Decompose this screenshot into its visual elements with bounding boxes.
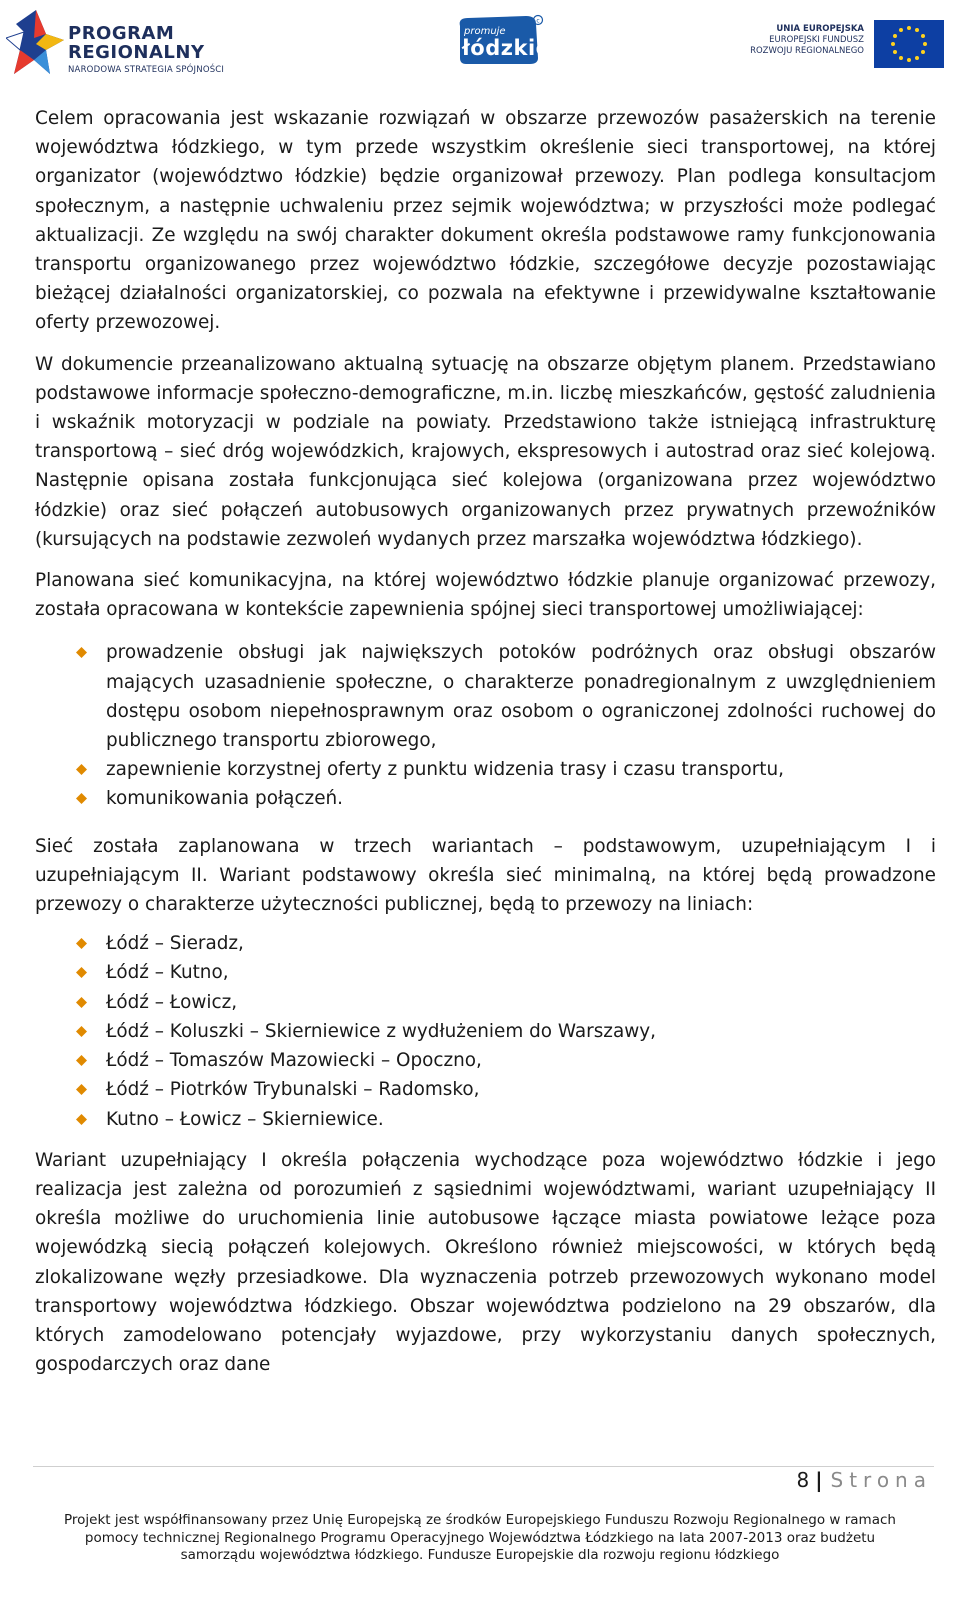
diamond-bullet-icon	[76, 793, 87, 804]
eu-flag-icon	[874, 20, 944, 68]
paragraph-analysis: W dokumencie przeanalizowano aktualną sytuację na obszarze objętym planem. Przedstawiano podstawowe informacje społeczno-demograficzne, m.in. liczbę mieszkańców, gęstość zaludnienia i wskaźnik motoryzacji w podziale na powiaty. Przedstawiono także istniejącą infrastrukturę transportową – sieć dróg wojewódzkich, krajowych, ekspresowych i autostrad oraz sieć kolejową. Następnie opisana została funkcjonująca sieć kolejowa (organizowana przez województwo łódzkie) oraz sieć połączeń autobusowych organizowanych przez prywatnych przewoźników (kursujących na podstawie zezwoleń wydanych przez marszałka województwa łódzkiego).	[35, 353, 936, 550]
diamond-bullet-icon	[76, 647, 87, 658]
list-item: Łódź – Kutno,	[106, 958, 936, 987]
svg-text:c: c	[536, 17, 540, 25]
footer-divider	[33, 1466, 934, 1467]
diamond-bullet-icon	[76, 1114, 87, 1125]
star-emblem-icon	[6, 4, 66, 80]
eu-fund-text: UNIA EUROPEJSKA EUROPEJSKI FUNDUSZ ROZWOJU REGIONALNEGO	[750, 24, 864, 56]
list-item: Łódź – Sieradz,	[106, 929, 936, 958]
list-item: Kutno – Łowicz – Skierniewice.	[106, 1105, 936, 1134]
diamond-bullet-icon	[76, 1055, 87, 1066]
page-header	[0, 0, 960, 90]
footer-line: Projekt jest współfinansowany przez Unię Europejską ze środków Europejskiego Funduszu Rozwoju Regionalnego w ramach	[64, 1512, 896, 1528]
list-item: prowadzenie obsługi jak największych potoków podróżnych oraz obsługi obszarów mających uzasadnienie społeczne, o charakterze ponadregionalnym z uwzględnieniem dostępu osobom niepełnosprawnym oraz osobom o ograniczonej zdolności ruchowej do publicznego transportu zbiorowego,	[106, 638, 936, 755]
paragraph-variants: Sieć została zaplanowana w trzech wariantach – podstawowym, uzupełniającym I i uzupełniającym II. Wariant podstawowy określa sieć minimalną, na której będą prowadzone przewozy o charakterze użyteczności publicznej, będą to przewozy na liniach:	[35, 835, 936, 916]
lines-list	[35, 929, 936, 1133]
page-number: 8 | Strona	[796, 1468, 932, 1492]
footer-line: samorządu województwa łódzkiego. Fundusze Europejskie dla rozwoju regionu łódzkiego	[180, 1547, 780, 1563]
eu-fund-logo	[750, 20, 946, 70]
list-item: komunikowania połączeń.	[106, 784, 936, 813]
footer-line: pomocy technicznej Regionalnego Programu Operacyjnego Województwa Łódzkiego na lata 2007-2013 oraz budżetu	[84, 1529, 876, 1546]
logo-program-text: PROGRAM REGIONALNY	[68, 23, 205, 63]
diamond-bullet-icon	[76, 764, 87, 775]
document-body	[35, 104, 936, 1379]
diamond-bullet-icon	[76, 1084, 87, 1095]
list-item: Łódź – Łowicz,	[106, 988, 936, 1017]
list-item: Łódź – Koluszki – Skierniewice z wydłużeniem do Warszawy,	[106, 1017, 936, 1046]
list-item: zapewnienie korzystnej oferty z punktu widzenia trasy i czasu transportu,	[106, 755, 936, 784]
diamond-bullet-icon	[76, 1026, 87, 1037]
network-goals-list	[35, 638, 936, 813]
diamond-bullet-icon	[76, 938, 87, 949]
list-item: Łódź – Tomaszów Mazowiecki – Opoczno,	[106, 1046, 936, 1075]
page-footer	[0, 1512, 960, 1565]
logo-strategy-text: NARODOWA STRATEGIA SPÓJNOŚCI	[68, 65, 225, 75]
program-regionalny-logo	[6, 4, 238, 82]
promuje-lodzkie-logo: c promuje łódzkie	[456, 14, 544, 66]
diamond-bullet-icon	[76, 967, 87, 978]
paragraph-planned-network: Planowana sieć komunikacyjna, na której województwo łódzkie planuje organizować przewozy, została opracowana w kontekście zapewnienia spójnej sieci transportowej umożliwiającej:	[35, 570, 936, 621]
list-item: Łódź – Piotrków Trybunalski – Radomsko,	[106, 1075, 936, 1104]
paragraph-supplementary-variants: Wariant uzupełniający I określa połączenia wychodzące poza województwo łódzkie i jego realizacja jest zależna od porozumień z sąsiednimi województwami, wariant uzupełniający II określa możliwe do uruchomienia linie autobusowe łączące miasta powiatowe leżące poza wojewódzką siecią połączeń kolejowych. Określono również miejscowości, w których będą zlokalizowane węzły przesiadkowe. Dla wyznaczenia potrzeb przewozowych wykonano model transportowy województwa łódzkiego. Obszar województwa podzielono na 29 obszarów, dla których zamodelowano potencjały wyjazdowe, przy wykorzystaniu danych społecznych, gospodarczych oraz dane	[35, 1149, 936, 1376]
paragraph-purpose: Celem opracowania jest wskazanie rozwiązań w obszarze przewozów pasażerskich na terenie województwa łódzkiego, w tym przede wszystkim określenie sieci transportowej, na której organizator (województwo łódzkie) będzie organizował przewozy. Plan podlega konsultacjom społecznym, a następnie uchwaleniu przez sejmik województwa; w przyszłości może podlegać aktualizacji. Ze względu na swój charakter dokument określa podstawowe ramy funkcjonowania transportu organizowanego przez województwo łódzkie, szczegółowe decyzje pozostawiając bieżącej działalności organizatorskiej, co pozwala na efektywne i przewidywalne kształtowanie oferty przewozowej.	[35, 108, 936, 334]
diamond-bullet-icon	[76, 997, 87, 1008]
